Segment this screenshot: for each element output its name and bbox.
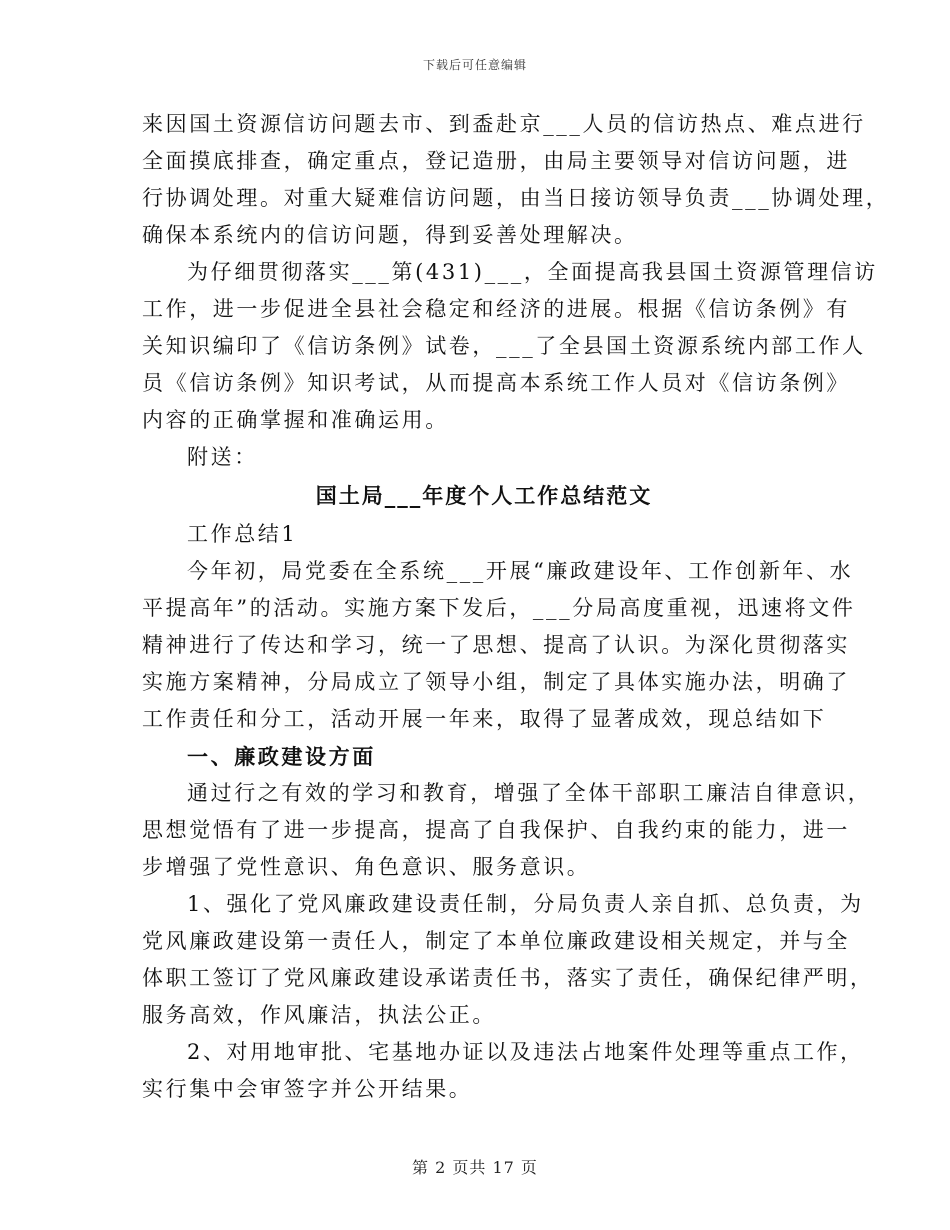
text-line: 精神进行了传达和学习，统一了思想、提高了认识。为深化贯彻落实 bbox=[142, 633, 850, 657]
text-line: 体职工签订了党风廉政建设承诺责任书，落实了责任，确保纪律严明， bbox=[142, 966, 874, 990]
text-line: 工作，进一步促进全县社会稳定和经济的进展。根据《信访条例》有 bbox=[142, 297, 850, 321]
text-line: 2、对用地审批、宅基地办证以及违法占地案件处理等重点工作， bbox=[187, 1040, 864, 1064]
text-line: 平提高年”的活动。实施方案下发后，___分局高度重视，迅速将文件 bbox=[142, 596, 856, 620]
text-line: 员《信访条例》知识考试，从而提高本系统工作人员对《信访条例》 bbox=[142, 371, 850, 395]
text-line: 1、强化了党风廉政建设责任制，分局负责人亲自抓、总负责，为 bbox=[187, 892, 864, 916]
text-line: 确保本系统内的信访问题，得到妥善处理解决。 bbox=[142, 223, 638, 247]
paragraph-block-2 bbox=[142, 516, 874, 1108]
text-line: 附送： bbox=[187, 445, 258, 469]
page-footer: 第 2 页共 17 页 bbox=[412, 1158, 538, 1177]
text-line: 实施方案精神，分局成立了领导小组，制定了具体实施办法，明确了 bbox=[142, 670, 850, 694]
text-line: 步增强了党性意识、角色意识、服务意识。 bbox=[142, 855, 591, 879]
text-line: 思想觉悟有了进一步提高，提高了自我保护、自我约束的能力，进一 bbox=[142, 818, 850, 842]
text-line: 今年初，局党委在全系统___开展“廉政建设年、工作创新年、水 bbox=[187, 559, 854, 583]
text-line: 实行集中会审签字并公开结果。 bbox=[142, 1077, 473, 1101]
text-line: 工作总结1 bbox=[187, 522, 298, 546]
document-title: 国土局___年度个人工作总结范文 bbox=[315, 483, 653, 508]
text-line: 全面摸底排查，确定重点，登记造册，由局主要领导对信访问题，进 bbox=[142, 149, 850, 173]
text-line: 工作责任和分工，活动开展一年来，取得了显著成效，现总结如下 bbox=[142, 707, 827, 731]
text-line: 党风廉政建设第一责任人，制定了本单位廉政建设相关规定，并与全 bbox=[142, 929, 850, 953]
text-line: 服务高效，作风廉洁，执法公正。 bbox=[142, 1003, 496, 1027]
text-line: 通过行之有效的学习和教育，增强了全体干部职工廉洁自律意识， bbox=[187, 781, 872, 805]
page-header-note: 下载后可任意编辑 bbox=[422, 58, 527, 72]
text-line: 行协调处理。对重大疑难信访问题，由当日接访领导负责___协调处理， bbox=[142, 186, 890, 210]
text-line: 内容的正确掌握和准确运用。 bbox=[142, 408, 449, 432]
section-heading: 一、廉政建设方面 bbox=[187, 744, 376, 769]
text-line: 来因国土资源信访问题去市、到盉赴京___人员的信访热点、难点进行 bbox=[142, 112, 866, 136]
text-line: 关知识编印了《信访条例》试卷，___了全县国土资源系统内部工作人 bbox=[142, 334, 866, 358]
document-body bbox=[142, 106, 890, 1108]
paragraph-block-1 bbox=[142, 106, 890, 476]
text-line: 为仔细贯彻落实___第(431)___，全面提高我县国土资源管理信访 bbox=[187, 260, 878, 284]
